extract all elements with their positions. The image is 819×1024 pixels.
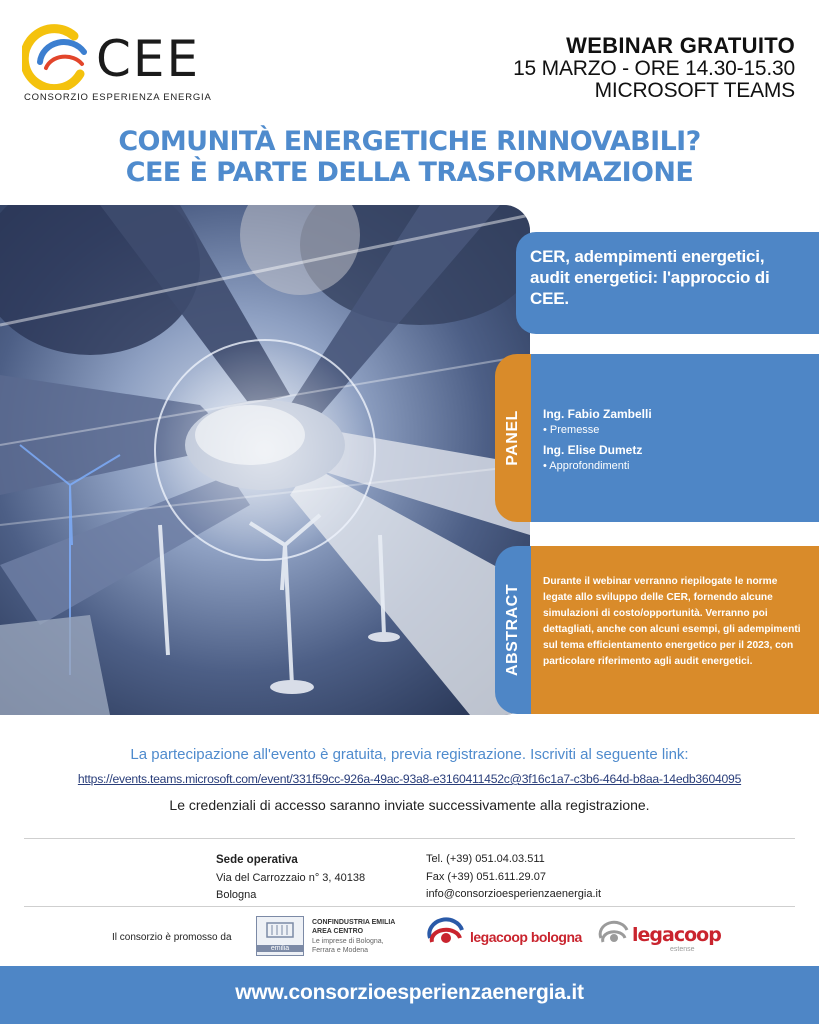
office-address xyxy=(216,851,365,905)
confindustria-logo xyxy=(256,916,416,960)
contact-info xyxy=(426,851,601,904)
confindustria-box-label: emilia xyxy=(257,945,303,952)
confindustria-title: CONFINDUSTRIA EMILIA AREA CENTRO xyxy=(312,919,396,936)
legacoop-estense-text: legacoop xyxy=(632,924,721,946)
registration-intro: La partecipazione all'evento è gratuita, previa registrazione. Iscriviti al seguente link: xyxy=(130,746,689,763)
divider xyxy=(24,838,795,839)
contact-fax: Fax (+39) 051.611.29.07 xyxy=(426,870,546,883)
registration-note: Le credenziali di accesso saranno inviate successivamente alla registrazione. xyxy=(169,797,650,813)
divider xyxy=(24,906,795,907)
office-street: Via del Carrozzaio n° 3, 40138 xyxy=(216,871,366,884)
abstract-tab-label: ABSTRACT xyxy=(504,584,521,676)
legacoop-bologna-mark-icon xyxy=(426,916,466,952)
topic-text: CER, adempimenti energetici, audit energetici: l'approccio di CEE. xyxy=(530,247,770,309)
hero-illustration xyxy=(0,205,530,715)
legacoop-estense-subtitle: estense xyxy=(670,946,695,953)
cee-logo-mark-icon xyxy=(22,22,92,90)
event-date-time: 15 MARZO - ORE 14.30-15.30 xyxy=(513,56,795,80)
event-details xyxy=(513,34,795,103)
promoters-label: Il consorzio è promosso da xyxy=(112,932,232,943)
abstract-text: Durante il webinar verranno riepilogate le norme legate allo sviluppo delle CER, fornendo alcune simulazioni di costo/opportunità. Verranno poi dettagliati, anche con alcuni esempi, gli adempimenti sul tema efficientamento energetico per il 2023, con particolare riferimento agli audit energetici. xyxy=(531,546,819,714)
legacoop-estense-mark-icon xyxy=(598,918,630,950)
office-city: Bologna xyxy=(216,889,257,902)
legacoop-bologna-logo xyxy=(426,916,582,960)
speaker-name: Ing. Fabio Zambelli xyxy=(543,407,652,421)
website-link[interactable]: www.consorzioesperienzaenergia.it xyxy=(235,981,584,1004)
confindustria-mark-icon xyxy=(256,916,304,956)
confindustria-subtitle: Le imprese di Bologna, Ferrara e Modena xyxy=(312,938,384,955)
registration-link[interactable]: https://events.teams.microsoft.com/event/331f59cc-926a-49ac-93a8-e3160411452c@3f16c1a7-c3b6-464d-b8aa-14edb3604095 xyxy=(77,772,742,786)
event-platform: MICROSOFT TEAMS xyxy=(594,79,795,103)
contact-phone: Tel. (+39) 051.04.03.511 xyxy=(426,853,545,865)
contact-email[interactable]: info@consorzioesperienzaenergia.it xyxy=(426,888,602,901)
speaker-role: • Premesse xyxy=(543,423,600,436)
legacoop-bologna-text: legacoop bologna xyxy=(470,929,582,945)
headline-line-1: COMUNITÀ ENERGETICHE RINNOVABILI? xyxy=(118,126,701,157)
footer-bar xyxy=(0,966,819,1024)
panel-tab-label: PANEL xyxy=(504,410,521,466)
legacoop-estense-logo xyxy=(598,918,721,962)
page-title xyxy=(0,126,819,189)
headline-line-2: CEE È PARTE DELLA TRASFORMAZIONE xyxy=(125,157,694,189)
cee-logo xyxy=(22,22,262,106)
abstract-tab xyxy=(495,546,531,714)
speaker-role: • Approfondimenti xyxy=(543,459,630,472)
logo-subtitle: CONSORZIO ESPERIENZA ENERGIA xyxy=(24,92,212,103)
event-type: WEBINAR GRATUITO xyxy=(566,33,795,58)
hero-photo xyxy=(0,205,530,715)
panel-tab xyxy=(495,354,531,522)
panel-speakers xyxy=(531,354,819,522)
topic-block xyxy=(516,232,819,334)
office-title: Sede operativa xyxy=(216,854,298,866)
logo-wordmark: CEE xyxy=(96,30,201,88)
speaker-name: Ing. Elise Dumetz xyxy=(543,442,643,457)
